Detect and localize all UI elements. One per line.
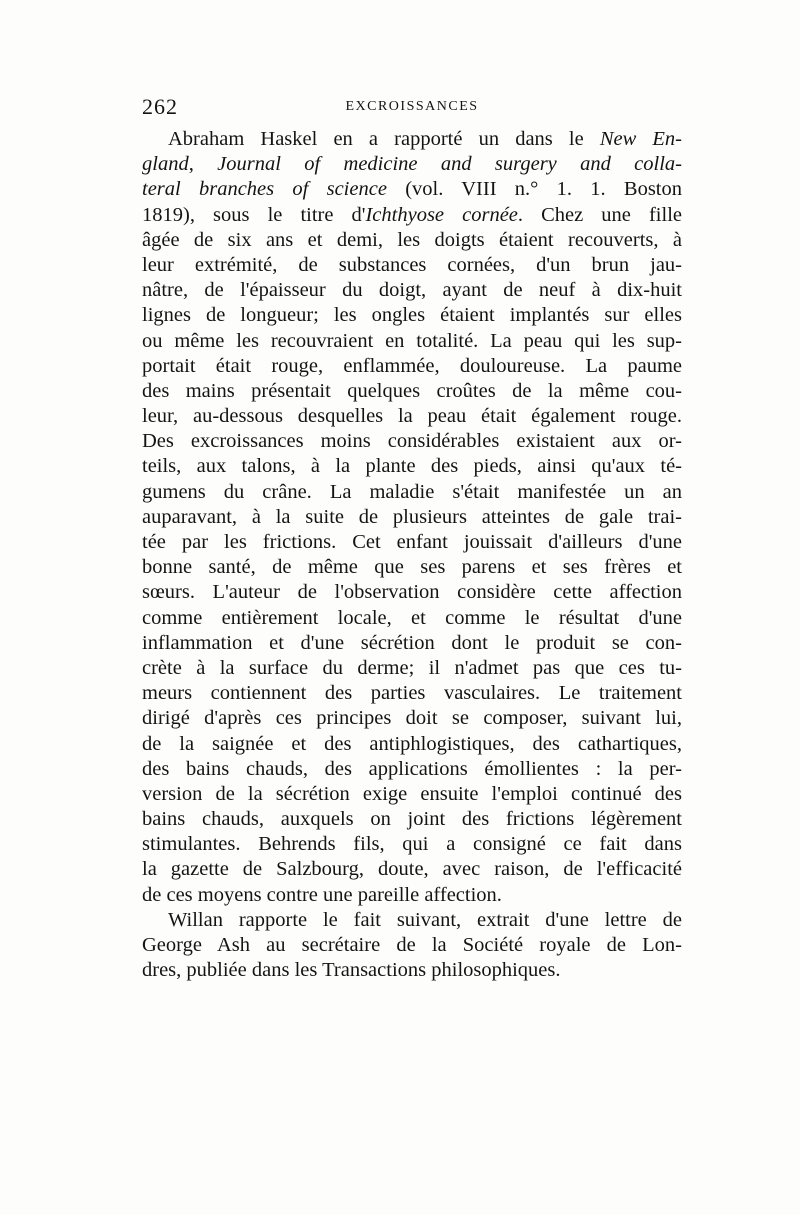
text-line <box>142 933 682 958</box>
text-line <box>142 329 682 354</box>
text-span: Ichthyose cornée <box>365 203 518 226</box>
text-span: bains chauds, auxquels on joint des frictions légèrement <box>142 808 682 831</box>
text-span: la gazette de Salzbourg, doute, avec raison, de l'efficacité <box>142 858 682 881</box>
text-line <box>142 354 682 379</box>
text-line <box>142 429 682 454</box>
text-line <box>142 631 682 656</box>
text-line <box>142 177 682 202</box>
text-span: des mains présentait quelques croûtes de la même cou- <box>142 379 682 402</box>
text-line <box>142 303 682 328</box>
text-line <box>142 379 682 404</box>
text-line <box>142 278 682 303</box>
text-span: dirigé d'après ces principes doit se composer, suivant lui, <box>142 707 682 730</box>
text-span: auparavant, à la suite de plusieurs atteintes de gale trai- <box>142 505 682 528</box>
text-line <box>142 807 682 832</box>
text-span: sœurs. L'auteur de l'observation considère cette affection <box>142 581 682 604</box>
text-span: ou même les recouvraient en totalité. La peau qui les sup- <box>142 329 682 352</box>
text-span: meurs contiennent des parties vasculaires. Le traitement <box>142 682 682 705</box>
text-line <box>142 857 682 882</box>
text-line <box>142 480 682 505</box>
text-span: de la saignée et des antiphlogistiques, des cathartiques, <box>142 732 682 755</box>
text-line <box>142 883 682 908</box>
text-line <box>142 757 682 782</box>
text-span: stimulantes. Behrends fils, qui a consigné ce fait dans <box>142 833 682 856</box>
text-line <box>142 127 682 152</box>
text-line <box>142 606 682 631</box>
text-span: des bains chauds, des applications émollientes : la per- <box>142 757 682 780</box>
text-span: de ces moyens contre une pareille affection. <box>142 883 502 906</box>
text-span: George Ash au secrétaire de la Société royale de Lon- <box>142 934 682 956</box>
text-line <box>142 958 682 983</box>
text-span: Des excroissances moins considérables existaient aux or- <box>142 430 682 453</box>
text-line <box>142 152 682 177</box>
text-span: gland <box>142 153 189 176</box>
text-line <box>142 505 682 530</box>
text-span: (vol. VIII n.° 1. 1. Boston <box>386 178 683 201</box>
text-line <box>142 404 682 429</box>
text-line <box>142 555 682 580</box>
text-span: inflammation et d'une sécrétion dont le produit se con- <box>142 631 682 654</box>
text-line <box>142 203 682 228</box>
text-span: gumens du crâne. La maladie s'était manifestée un an <box>142 480 682 503</box>
text-line <box>142 908 682 933</box>
text-span: bonne santé, de même que ses parens et ses frères et <box>142 556 682 579</box>
page-number: 262 <box>142 94 178 119</box>
text-span: dres, publiée dans les Transactions philosophiques. <box>142 959 561 982</box>
text-line <box>142 580 682 605</box>
text-span: nâtre, de l'épaisseur du doigt, ayant de neuf à dix-huit <box>142 279 682 302</box>
text-span: portait était rouge, enflammée, douloureuse. La paume <box>142 354 682 377</box>
text-span: Willan rapporte le fait suivant, extrait d'une lettre de <box>168 908 682 931</box>
text-line <box>142 253 682 278</box>
text-line <box>142 732 682 757</box>
paragraph-1 <box>142 127 682 908</box>
text-span: Abraham Haskel en a rapporté un dans le <box>168 128 600 150</box>
text-line <box>142 681 682 706</box>
text-span: comme entièrement locale, et comme le résultat d'une <box>142 606 682 629</box>
text-span: crète à la surface du derme; il n'admet pas que ces tu- <box>142 656 682 679</box>
text-span: Journal of medicine and surgery and colla- <box>217 153 682 176</box>
paragraph-2 <box>142 908 682 984</box>
body-text <box>142 127 682 983</box>
text-span: leur, au-dessous desquelles la peau était également rouge. <box>142 405 682 428</box>
text-span: âgée de six ans et demi, les doigts étaient recouverts, à <box>142 228 682 251</box>
text-span: , <box>188 153 218 176</box>
text-line <box>142 454 682 479</box>
text-line <box>142 706 682 731</box>
text-span: teils, aux talons, à la plante des pieds, ainsi qu'aux té- <box>142 455 682 478</box>
text-line <box>142 782 682 807</box>
text-span: version de la sécrétion exige ensuite l'emploi continué des <box>142 782 682 805</box>
text-span: tée par les frictions. Cet enfant jouissait d'ailleurs d'une <box>142 531 682 553</box>
text-span: . Chez une fille <box>517 203 682 226</box>
text-span: New En- <box>599 128 682 150</box>
text-span: teral branches of science <box>142 178 387 201</box>
text-span: 1819), sous le titre d' <box>142 203 366 226</box>
text-line <box>142 832 682 857</box>
text-span: leur extrémité, de substances cornées, d'un brun jau- <box>142 253 682 276</box>
text-line <box>142 656 682 681</box>
text-span: lignes de longueur; les ongles étaient implantés sur elles <box>142 304 682 327</box>
text-line <box>142 530 682 555</box>
running-title: EXCROISSANCES <box>345 99 479 114</box>
page-header <box>142 94 682 124</box>
text-line <box>142 228 682 253</box>
